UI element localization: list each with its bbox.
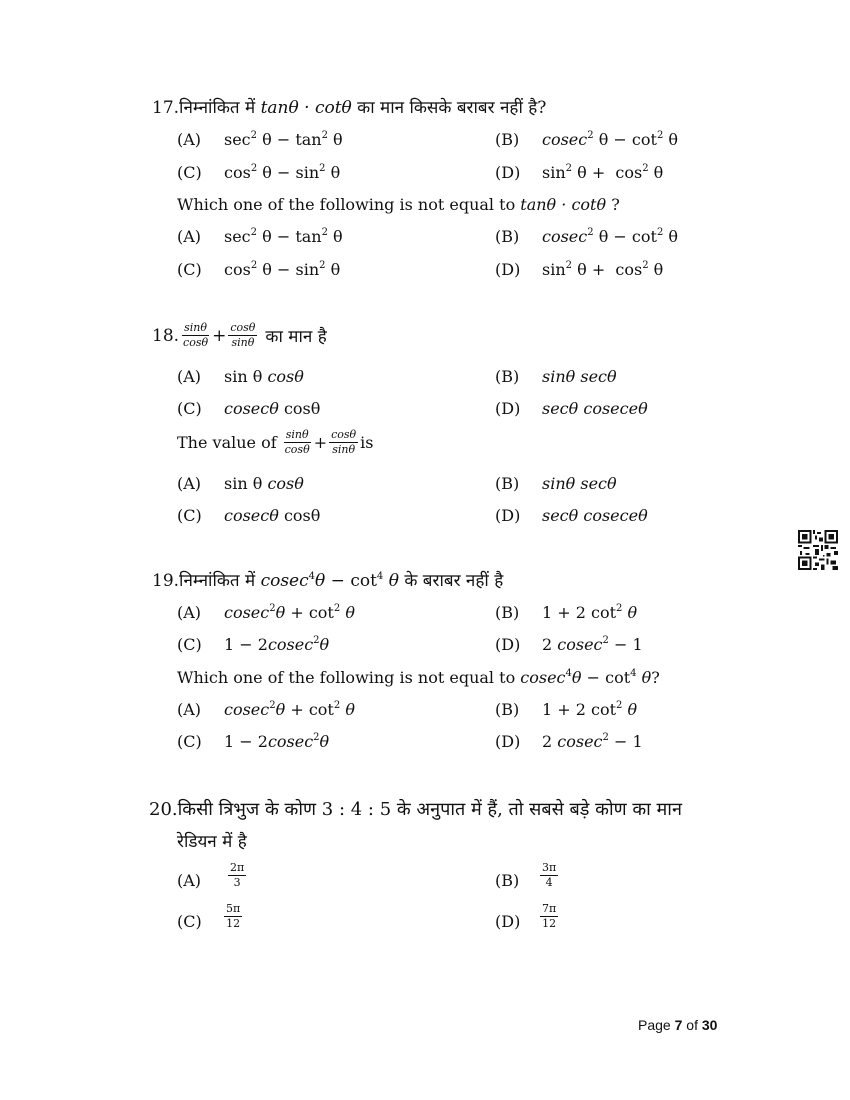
q18-hi-option-b-key: (B) <box>495 367 520 386</box>
q18-en-option-d: secθ coseceθ <box>542 506 648 525</box>
q17-en-expression: tanθ · cotθ <box>520 195 607 214</box>
q18-en-option-a: sin θ cosθ <box>224 474 304 493</box>
q20-line-1: किसी त्रिभुज के कोण 3 : 4 : 5 के अनुपात में हैं, तो सबसे बड़े कोण का मान <box>177 799 682 820</box>
q18-hi-option-a-key: (A) <box>177 367 202 386</box>
q17-en-option-d-key: (D) <box>495 260 521 279</box>
qr-code-icon <box>798 530 838 570</box>
q17-hi-option-d: $\sin^2 \theta + \cos^2 \theta$ <box>542 163 664 182</box>
q20-option-c: $\frac{5\pi}{12}$ <box>226 902 241 931</box>
q17-english-stem <box>177 195 620 214</box>
page-current: 7 <box>674 1017 683 1033</box>
q17-hi-option-b-key: (B) <box>495 130 520 149</box>
q19-en-suffix: ? <box>651 668 660 687</box>
q19-english-stem <box>177 668 660 687</box>
q19-hi-option-c: 1 − 2cosec$^2$θ <box>224 635 330 654</box>
q18-en-suffix: is <box>360 433 374 453</box>
q20-option-c-key: (C) <box>177 912 202 931</box>
q17-hi-option-c: $\cos^2 \theta - \sin^2 \theta$ <box>224 163 341 182</box>
page-number <box>638 1017 717 1033</box>
q19-en-prefix: Which one of the following is not equal to <box>177 668 521 687</box>
q18-en-fraction-2: $\frac{\cos\theta}{\sin\theta}$ <box>331 428 357 457</box>
q17-en-suffix: ? <box>606 195 620 214</box>
q19-en-option-d-key: (D) <box>495 732 521 751</box>
q19-hi-prefix: निम्नांकित में <box>179 571 261 591</box>
q19-hi-option-a-key: (A) <box>177 603 202 622</box>
q19-en-option-c-key: (C) <box>177 732 202 751</box>
q17-hi-option-d-key: (D) <box>495 163 521 182</box>
q20-hindi-stem-line-1 <box>149 797 682 821</box>
q19-hi-option-c-key: (C) <box>177 635 202 654</box>
q20-option-d: $\frac{7\pi}{12}$ <box>542 902 557 931</box>
q19-en-option-b-key: (B) <box>495 700 520 719</box>
q18-hindi-stem: 18. $\frac{\sin\theta}{\cos\theta}$ + $\frac{\cos\theta}{\sin\theta}$ का मान है <box>152 321 327 350</box>
q18-number: 18. <box>152 325 180 346</box>
q19-en-option-a-key: (A) <box>177 700 202 719</box>
q20-line-2: रेडियन में है <box>177 832 247 852</box>
q17-en-option-a-key: (A) <box>177 227 202 246</box>
q17-en-option-b: cosec$^2$ $\theta - \cot^2 \theta$ <box>542 227 679 246</box>
q17-hi-suffix: का मान किसके बराबर नहीं है? <box>351 98 547 118</box>
q17-number: 17. <box>152 98 180 118</box>
page-of-label: of <box>686 1017 698 1033</box>
q17-en-prefix: Which one of the following is not equal to <box>177 195 521 214</box>
q17-en-option-b-key: (B) <box>495 227 520 246</box>
q19-expression: $cosec^4\theta - \cot^4 \theta$ <box>260 571 399 591</box>
q20-option-d-key: (D) <box>495 912 521 931</box>
q19-hi-option-b: 1 + 2 $\cot^2 \theta$ <box>542 603 638 622</box>
q19-en-expression: $cosec^4\theta - \cot^4 \theta$ <box>520 668 652 687</box>
q19-hi-option-a: $cosec^2\theta + \cot^2 \theta$ <box>224 603 355 622</box>
q18-hi-option-c: cosecθ cosθ <box>224 399 321 418</box>
q19-en-option-d: 2 cosec$^2$ − 1 <box>542 732 643 751</box>
q18-en-option-b: sinθ secθ <box>542 474 617 493</box>
q19-en-option-c: 1 − 2cosec$^2$θ <box>224 732 330 751</box>
q18-hi-option-b: sinθ secθ <box>542 367 617 386</box>
q17-en-option-d: $\sin^2 \theta + \cos^2 \theta$ <box>542 260 664 279</box>
q18-hi-option-a: sin θ cosθ <box>224 367 304 386</box>
q18-fraction-2: $\frac{\cos\theta}{\sin\theta}$ <box>230 321 256 350</box>
q17-en-option-a: $\sec^2 \theta - \tan^2 \theta$ <box>224 227 343 246</box>
q18-en-option-c-key: (C) <box>177 506 202 525</box>
q18-fraction-1: $\frac{\sin\theta}{\cos\theta}$ <box>183 321 209 350</box>
q19-number: 19. <box>152 571 180 591</box>
q20-number: 20. <box>149 799 178 820</box>
q17-expression: tanθ · cotθ <box>260 98 352 118</box>
q20-option-a: $\frac{2\pi}{3}$ <box>230 861 245 890</box>
q18-english-stem: The value of $\frac{\sin\theta}{\cos\theta}$ + $\frac{\cos\theta}{\sin\theta}$ is <box>177 428 374 457</box>
q17-hindi-stem <box>152 95 546 118</box>
q18-en-prefix: The value of <box>177 433 277 453</box>
page-label: Page <box>638 1017 671 1033</box>
q18-hi-suffix: का मान है <box>265 327 327 348</box>
q18-hi-option-d: secθ coseceθ <box>542 399 648 418</box>
q17-hi-prefix: निम्नांकित में <box>179 98 261 118</box>
q17-hi-option-a-key: (A) <box>177 130 202 149</box>
q18-en-option-b-key: (B) <box>495 474 520 493</box>
q19-hi-option-b-key: (B) <box>495 603 520 622</box>
q18-en-option-a-key: (A) <box>177 474 202 493</box>
q17-hi-option-a: $\sec^2 \theta - \tan^2 \theta$ <box>224 130 343 149</box>
q18-en-option-d-key: (D) <box>495 506 521 525</box>
q17-en-option-c-key: (C) <box>177 260 202 279</box>
q17-en-option-c: $\cos^2 \theta - \sin^2 \theta$ <box>224 260 341 279</box>
page-total: 30 <box>701 1017 718 1033</box>
q19-hindi-stem <box>152 568 503 591</box>
q19-en-option-a: $cosec^2\theta + \cot^2 \theta$ <box>224 700 355 719</box>
q17-hi-option-b: cosec$^2$ $\theta - \cot^2 \theta$ <box>542 130 679 149</box>
q20-option-a-key: (A) <box>177 871 202 890</box>
q20-option-b-key: (B) <box>495 871 520 890</box>
q18-en-option-c: cosecθ cosθ <box>224 506 321 525</box>
q19-hi-suffix: के बराबर नहीं है <box>398 571 504 591</box>
q19-hi-option-d: 2 cosec$^2$ − 1 <box>542 635 643 654</box>
q20-option-b: $\frac{3\pi}{4}$ <box>542 861 557 890</box>
q18-hi-option-d-key: (D) <box>495 399 521 418</box>
q17-hi-option-c-key: (C) <box>177 163 202 182</box>
q18-en-fraction-1: $\frac{\sin\theta}{\cos\theta}$ <box>284 428 310 457</box>
q19-hi-option-d-key: (D) <box>495 635 521 654</box>
q18-hi-option-c-key: (C) <box>177 399 202 418</box>
q19-en-option-b: 1 + 2 $\cot^2 \theta$ <box>542 700 638 719</box>
